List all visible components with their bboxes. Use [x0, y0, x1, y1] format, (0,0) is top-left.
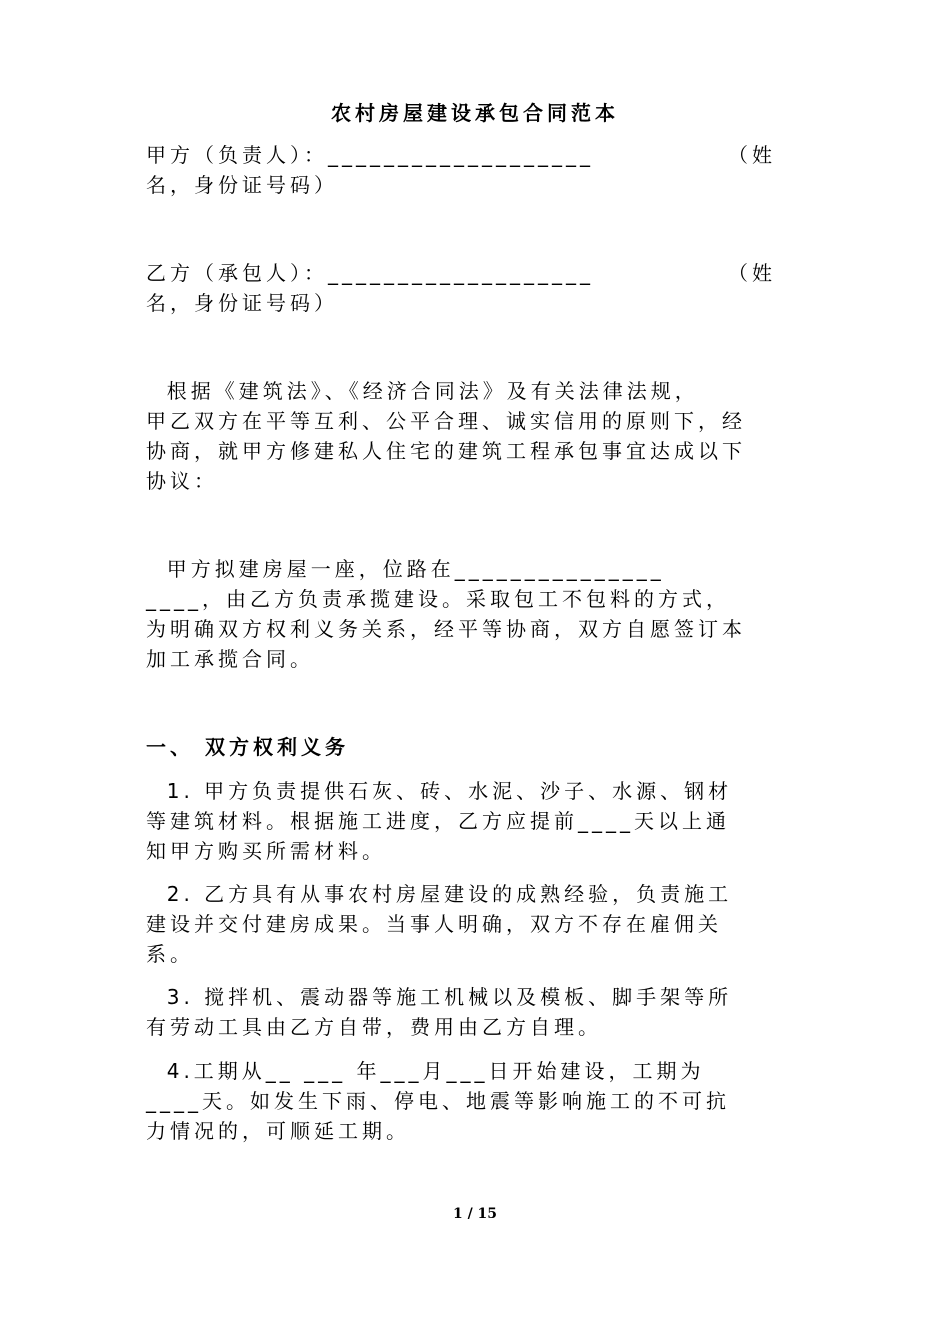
page-number: 1 / 15 [452, 1206, 498, 1222]
clause-line: ____天。如发生下雨、停电、地震等影响施工的不可抗 [146, 1089, 730, 1113]
document-title: 农村房屋建设承包合同范本 [331, 101, 619, 125]
clause-line: 知甲方购买所需材料。 [146, 839, 386, 863]
clause-line: 4.工期从__ ___ 年___月___日开始建设，工期为 [146, 1059, 705, 1083]
clause-line: 等建筑材料。根据施工进度，乙方应提前____天以上通 [146, 809, 730, 833]
project-line: 加工承揽合同。 [146, 647, 314, 671]
preamble-line: 协商，就甲方修建私人住宅的建筑工程承包事宜达成以下 [146, 439, 746, 463]
clause-line: 2. 乙方具有从事农村房屋建设的成熟经验，负责施工 [146, 882, 733, 906]
party-a-name-hint: （姓 [728, 143, 776, 167]
section-heading: 一、 双方权利义务 [146, 735, 349, 759]
preamble-line: 根据《建筑法》、《经济合同法》及有关法律法规， [146, 379, 699, 403]
clause-line: 建设并交付建房成果。当事人明确，双方不存在雇佣关 [146, 912, 722, 936]
party-a-id-hint: 名，身份证号码） [146, 173, 338, 197]
party-b-id-hint: 名，身份证号码） [146, 291, 338, 315]
clause-line: 有劳动工具由乙方自带，费用由乙方自理。 [146, 1015, 602, 1039]
party-a-line: 甲方（负责人）：___________________ [146, 143, 594, 167]
clause-line: 力情况的，可顺延工期。 [146, 1119, 410, 1143]
clause-line: 3. 搅拌机、震动器等施工机械以及模板、脚手架等所 [146, 985, 733, 1009]
clause-line: 1. 甲方负责提供石灰、砖、水泥、沙子、水源、钢材 [146, 779, 733, 803]
project-line: ____，由乙方负责承揽建设。采取包工不包料的方式， [146, 587, 730, 611]
party-b-line: 乙方（承包人）：___________________ [146, 261, 594, 285]
project-line: 甲方拟建房屋一座，位路在_______________ [146, 557, 665, 581]
party-b-name-hint: （姓 [728, 261, 776, 285]
clause-line: 系。 [146, 942, 194, 966]
project-line: 为明确双方权利义务关系，经平等协商，双方自愿签订本 [146, 617, 746, 641]
preamble-line: 甲乙双方在平等互利、公平合理、诚实信用的原则下，经 [146, 409, 746, 433]
preamble-line: 协议： [146, 469, 218, 493]
